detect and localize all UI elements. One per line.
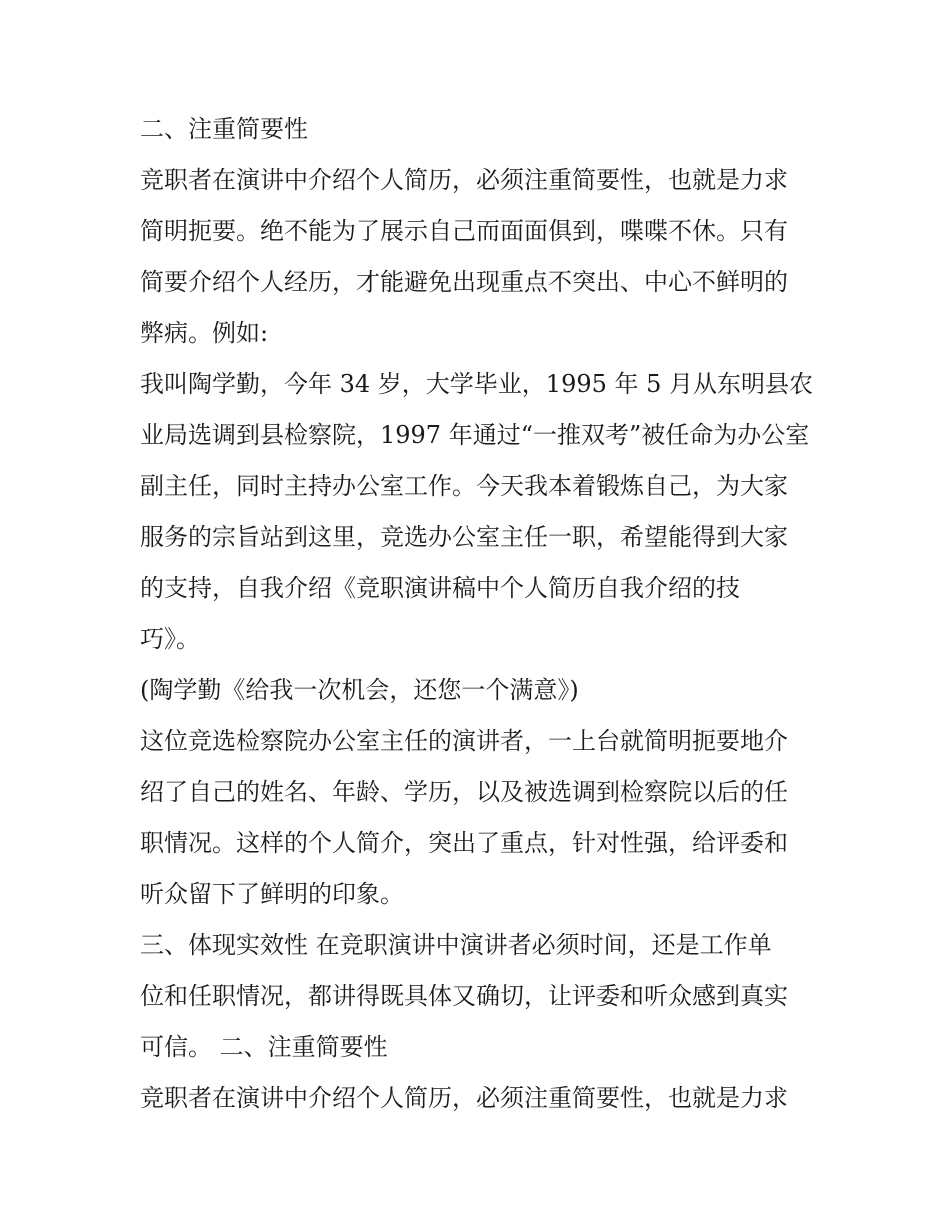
text-line: 竞职者在演讲中介绍个人简历，必须注重简要性，也就是力求 [140,166,788,194]
text-line: 位和任职情况，都讲得既具体又确切，让评委和听众感到真实 [140,982,788,1010]
text-line: 绍了自己的姓名、年龄、学历，以及被选调到检察院以后的任 [140,778,788,806]
text-line: 业局选调到县检察院，1997 年通过“一推双考”被任命为办公室 [140,421,810,449]
text-line: 可信。 二、注重简要性 [140,1033,388,1061]
text-line: 简要介绍个人经历，才能避免出现重点不突出、中心不鲜明的 [140,268,788,296]
text-line: 竞职者在演讲中介绍个人简历，必须注重简要性，也就是力求 [140,1084,788,1112]
text-line: 服务的宗旨站到这里，竞选办公室主任一职，希望能得到大家 [140,523,788,551]
heading-line: 三、体现实效性 在竞职演讲中演讲者必须时间，还是工作单 [140,931,772,959]
text-line: 巧》。 [140,625,200,653]
text-line: 副主任，同时主持办公室工作。今天我本着锻炼自己，为大家 [140,472,788,500]
text-line: 这位竞选检察院办公室主任的演讲者，一上台就简明扼要地介 [140,727,788,755]
text-line: 的支持，自我介绍《竞职演讲稿中个人简历自我介绍的技 [140,574,740,602]
text-line: 职情况。这样的个人简介，突出了重点，针对性强，给评委和 [140,829,788,857]
text-line: 弊病。例如: [140,319,269,347]
text-line: 简明扼要。绝不能为了展示自己而面面俱到，喋喋不休。只有 [140,217,788,245]
heading-line: 二、注重简要性 [140,115,308,143]
text-line: 听众留下了鲜明的印象。 [140,880,404,908]
body-text [140,104,820,1124]
text-line: (陶学勤《给我一次机会，还您一个满意》) [140,676,579,704]
text-line: 我叫陶学勤，今年 34 岁，大学毕业，1995 年 5 月从东明县农 [140,370,814,398]
